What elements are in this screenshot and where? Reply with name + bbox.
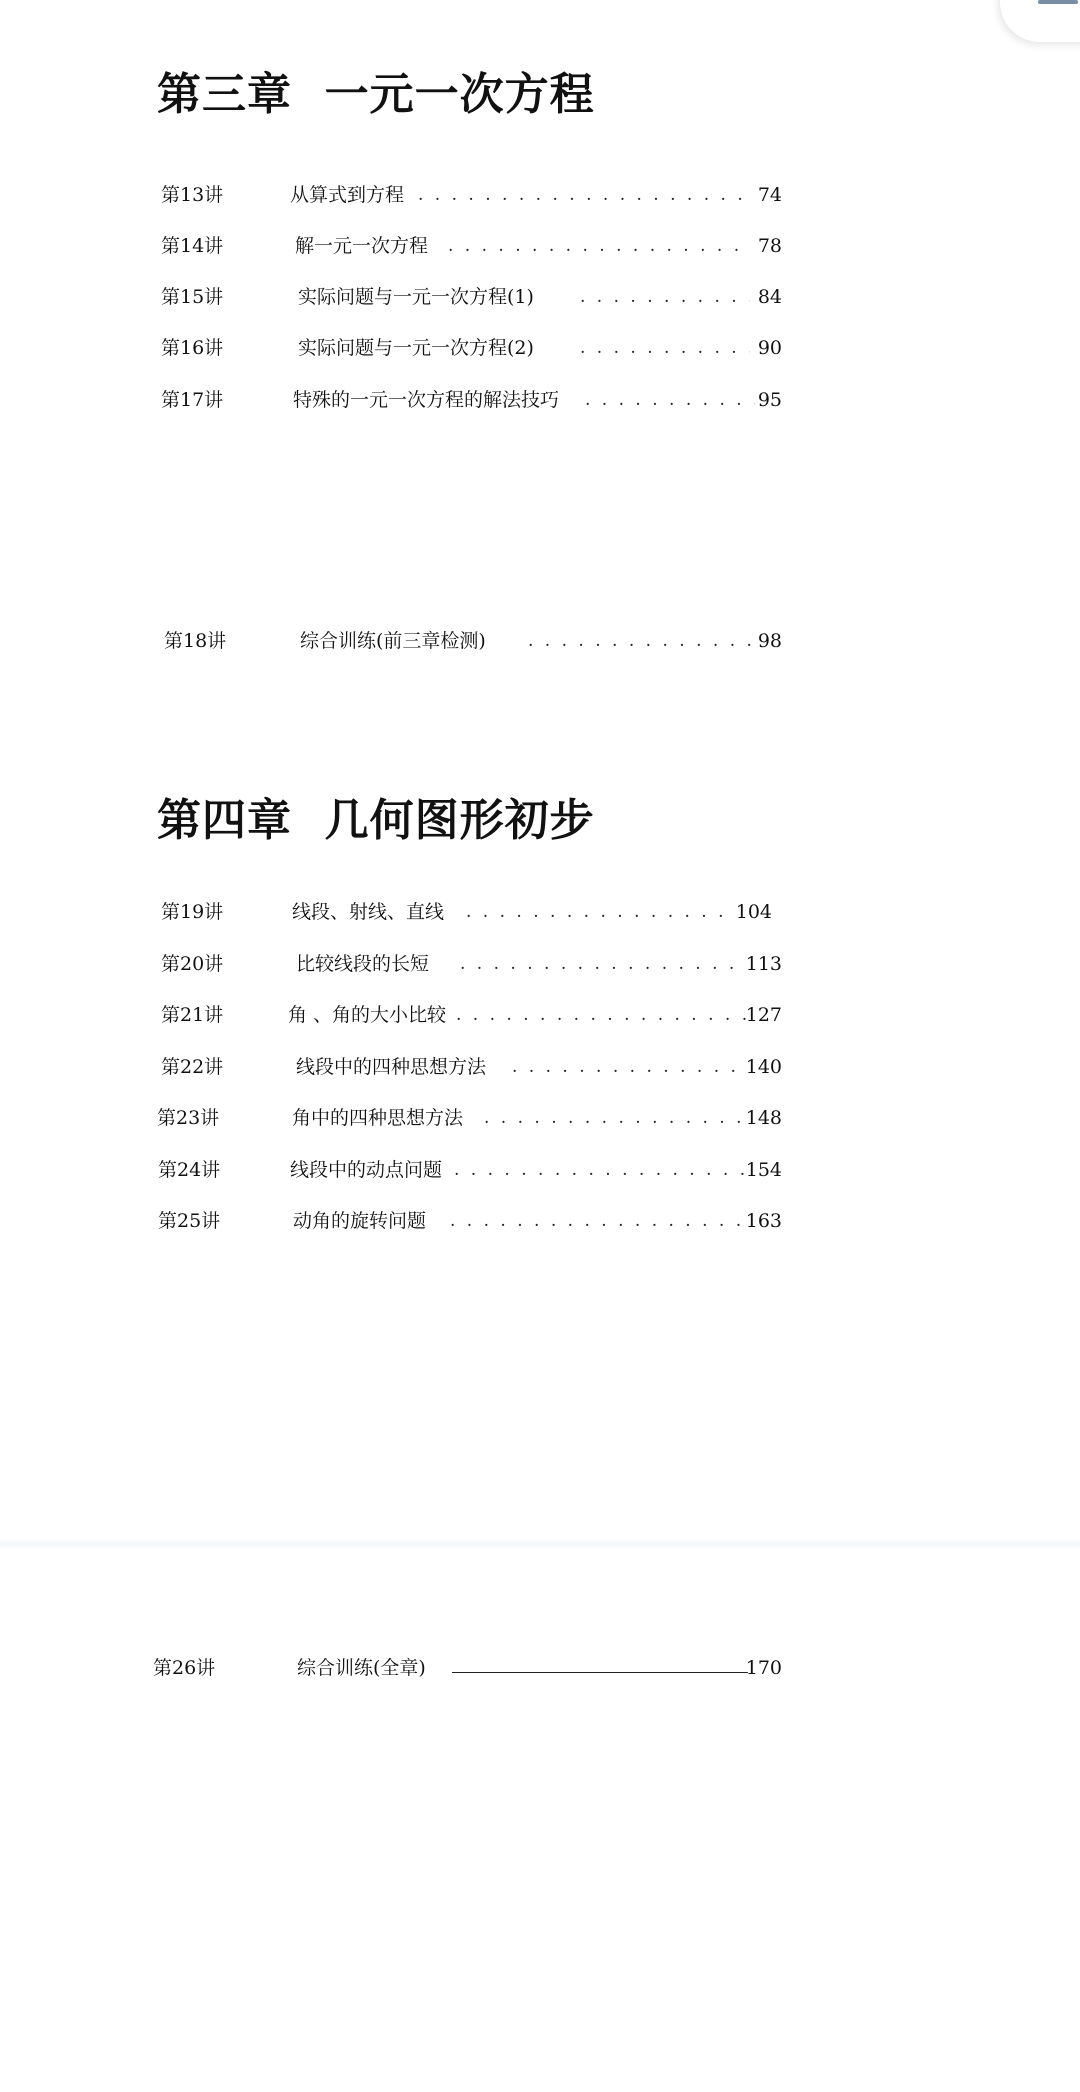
toc-entry-number: 第13讲 [161, 184, 224, 206]
toc-entry[interactable] [0, 180, 1080, 210]
toc-entry-page: 98 [757, 630, 782, 652]
toc-entry-number: 第14讲 [161, 235, 224, 257]
toc-entry[interactable] [0, 231, 1080, 261]
toc-entry-page: 74 [757, 184, 782, 206]
toc-entry[interactable] [0, 1000, 1080, 1030]
toc-entry-number: 第23讲 [157, 1107, 220, 1129]
toc-entry-title: 角 、角的大小比较 [288, 1004, 447, 1026]
toc-entry-page: 170 [745, 1657, 782, 1679]
toc-entry-page: 113 [745, 953, 782, 975]
toc-entry-number: 第26讲 [153, 1657, 216, 1679]
toc-entry-page: 140 [745, 1056, 782, 1078]
toc-leader [580, 282, 750, 312]
toc-entry-number: 第15讲 [161, 286, 224, 308]
toc-entry[interactable] [0, 385, 1080, 415]
toc-entry-title: 综合训练(全章) [297, 1657, 426, 1679]
toc-leader [466, 897, 736, 927]
toc-leader [456, 1000, 746, 1030]
menu-handle-icon [1038, 0, 1078, 4]
toc-entry-page: 104 [735, 901, 772, 923]
toc-entry-title: 比较线段的长短 [296, 953, 430, 975]
toc-entry-number: 第16讲 [161, 337, 224, 359]
toc-entry-page: 84 [757, 286, 782, 308]
toc-entry-page: 78 [757, 235, 782, 257]
toc-entry-page: 163 [745, 1210, 782, 1232]
toc-entry[interactable] [0, 626, 1080, 656]
toc-leader [418, 180, 750, 210]
toc-entry-title: 解一元一次方程 [295, 235, 429, 257]
toc-entry-number: 第24讲 [158, 1159, 221, 1181]
toc-leader [448, 231, 752, 261]
toc-entry-number: 第20讲 [161, 953, 224, 975]
toc-entry[interactable] [0, 1155, 1080, 1185]
toc-entry-number: 第25讲 [158, 1210, 221, 1232]
toc-leader [454, 1155, 746, 1185]
toc-entry[interactable] [0, 897, 1080, 927]
toc-entry-title: 综合训练(前三章检测) [300, 630, 486, 652]
toc-entry-number: 第22讲 [161, 1056, 224, 1078]
toc-entry-number: 第18讲 [164, 630, 227, 652]
toc-entry[interactable] [0, 333, 1080, 363]
toc-entry-title: 线段中的动点问题 [290, 1159, 443, 1181]
toc-entry[interactable] [0, 1052, 1080, 1082]
toc-entry-title: 实际问题与一元一次方程(1) [298, 286, 534, 308]
toc-entry[interactable] [0, 1206, 1080, 1236]
toc-entry-title: 角中的四种思想方法 [292, 1107, 464, 1129]
toc-entry-page: 95 [757, 389, 782, 411]
toc-entry-number: 第19讲 [161, 901, 224, 923]
toc-leader [528, 626, 760, 656]
toc-leader [484, 1103, 746, 1133]
corner-widget[interactable] [1000, 0, 1080, 42]
toc-entry-number: 第21讲 [161, 1004, 224, 1026]
toc-entry[interactable] [0, 949, 1080, 979]
toc-entry-title: 线段中的四种思想方法 [296, 1056, 487, 1078]
toc-entry-page: 148 [745, 1107, 782, 1129]
toc-entry[interactable] [0, 282, 1080, 312]
toc-entry[interactable] [0, 1103, 1080, 1133]
toc-leader [450, 1206, 746, 1236]
toc-leader [512, 1052, 744, 1082]
toc-leader [452, 1672, 748, 1673]
toc-entry-title: 特殊的一元一次方程的解法技巧 [293, 389, 560, 411]
chapter-title: 第四章 几何图形初步 [157, 795, 595, 846]
toc-entry-title: 线段、射线、直线 [292, 901, 445, 923]
toc-leader [460, 949, 742, 979]
toc-entry-number: 第17讲 [161, 389, 224, 411]
toc-entry-page: 127 [745, 1004, 782, 1026]
toc-entry-title: 实际问题与一元一次方程(2) [298, 337, 534, 359]
toc-entry-title: 动角的旋转问题 [293, 1210, 427, 1232]
toc-entry[interactable] [0, 1653, 1080, 1683]
toc-entry-page: 154 [745, 1159, 782, 1181]
toc-entry-page: 90 [757, 337, 782, 359]
page-divider [0, 1538, 1080, 1550]
chapter-title: 第三章 一元一次方程 [157, 69, 595, 120]
toc-leader [580, 333, 750, 363]
toc-entry-title: 从算式到方程 [290, 184, 405, 206]
